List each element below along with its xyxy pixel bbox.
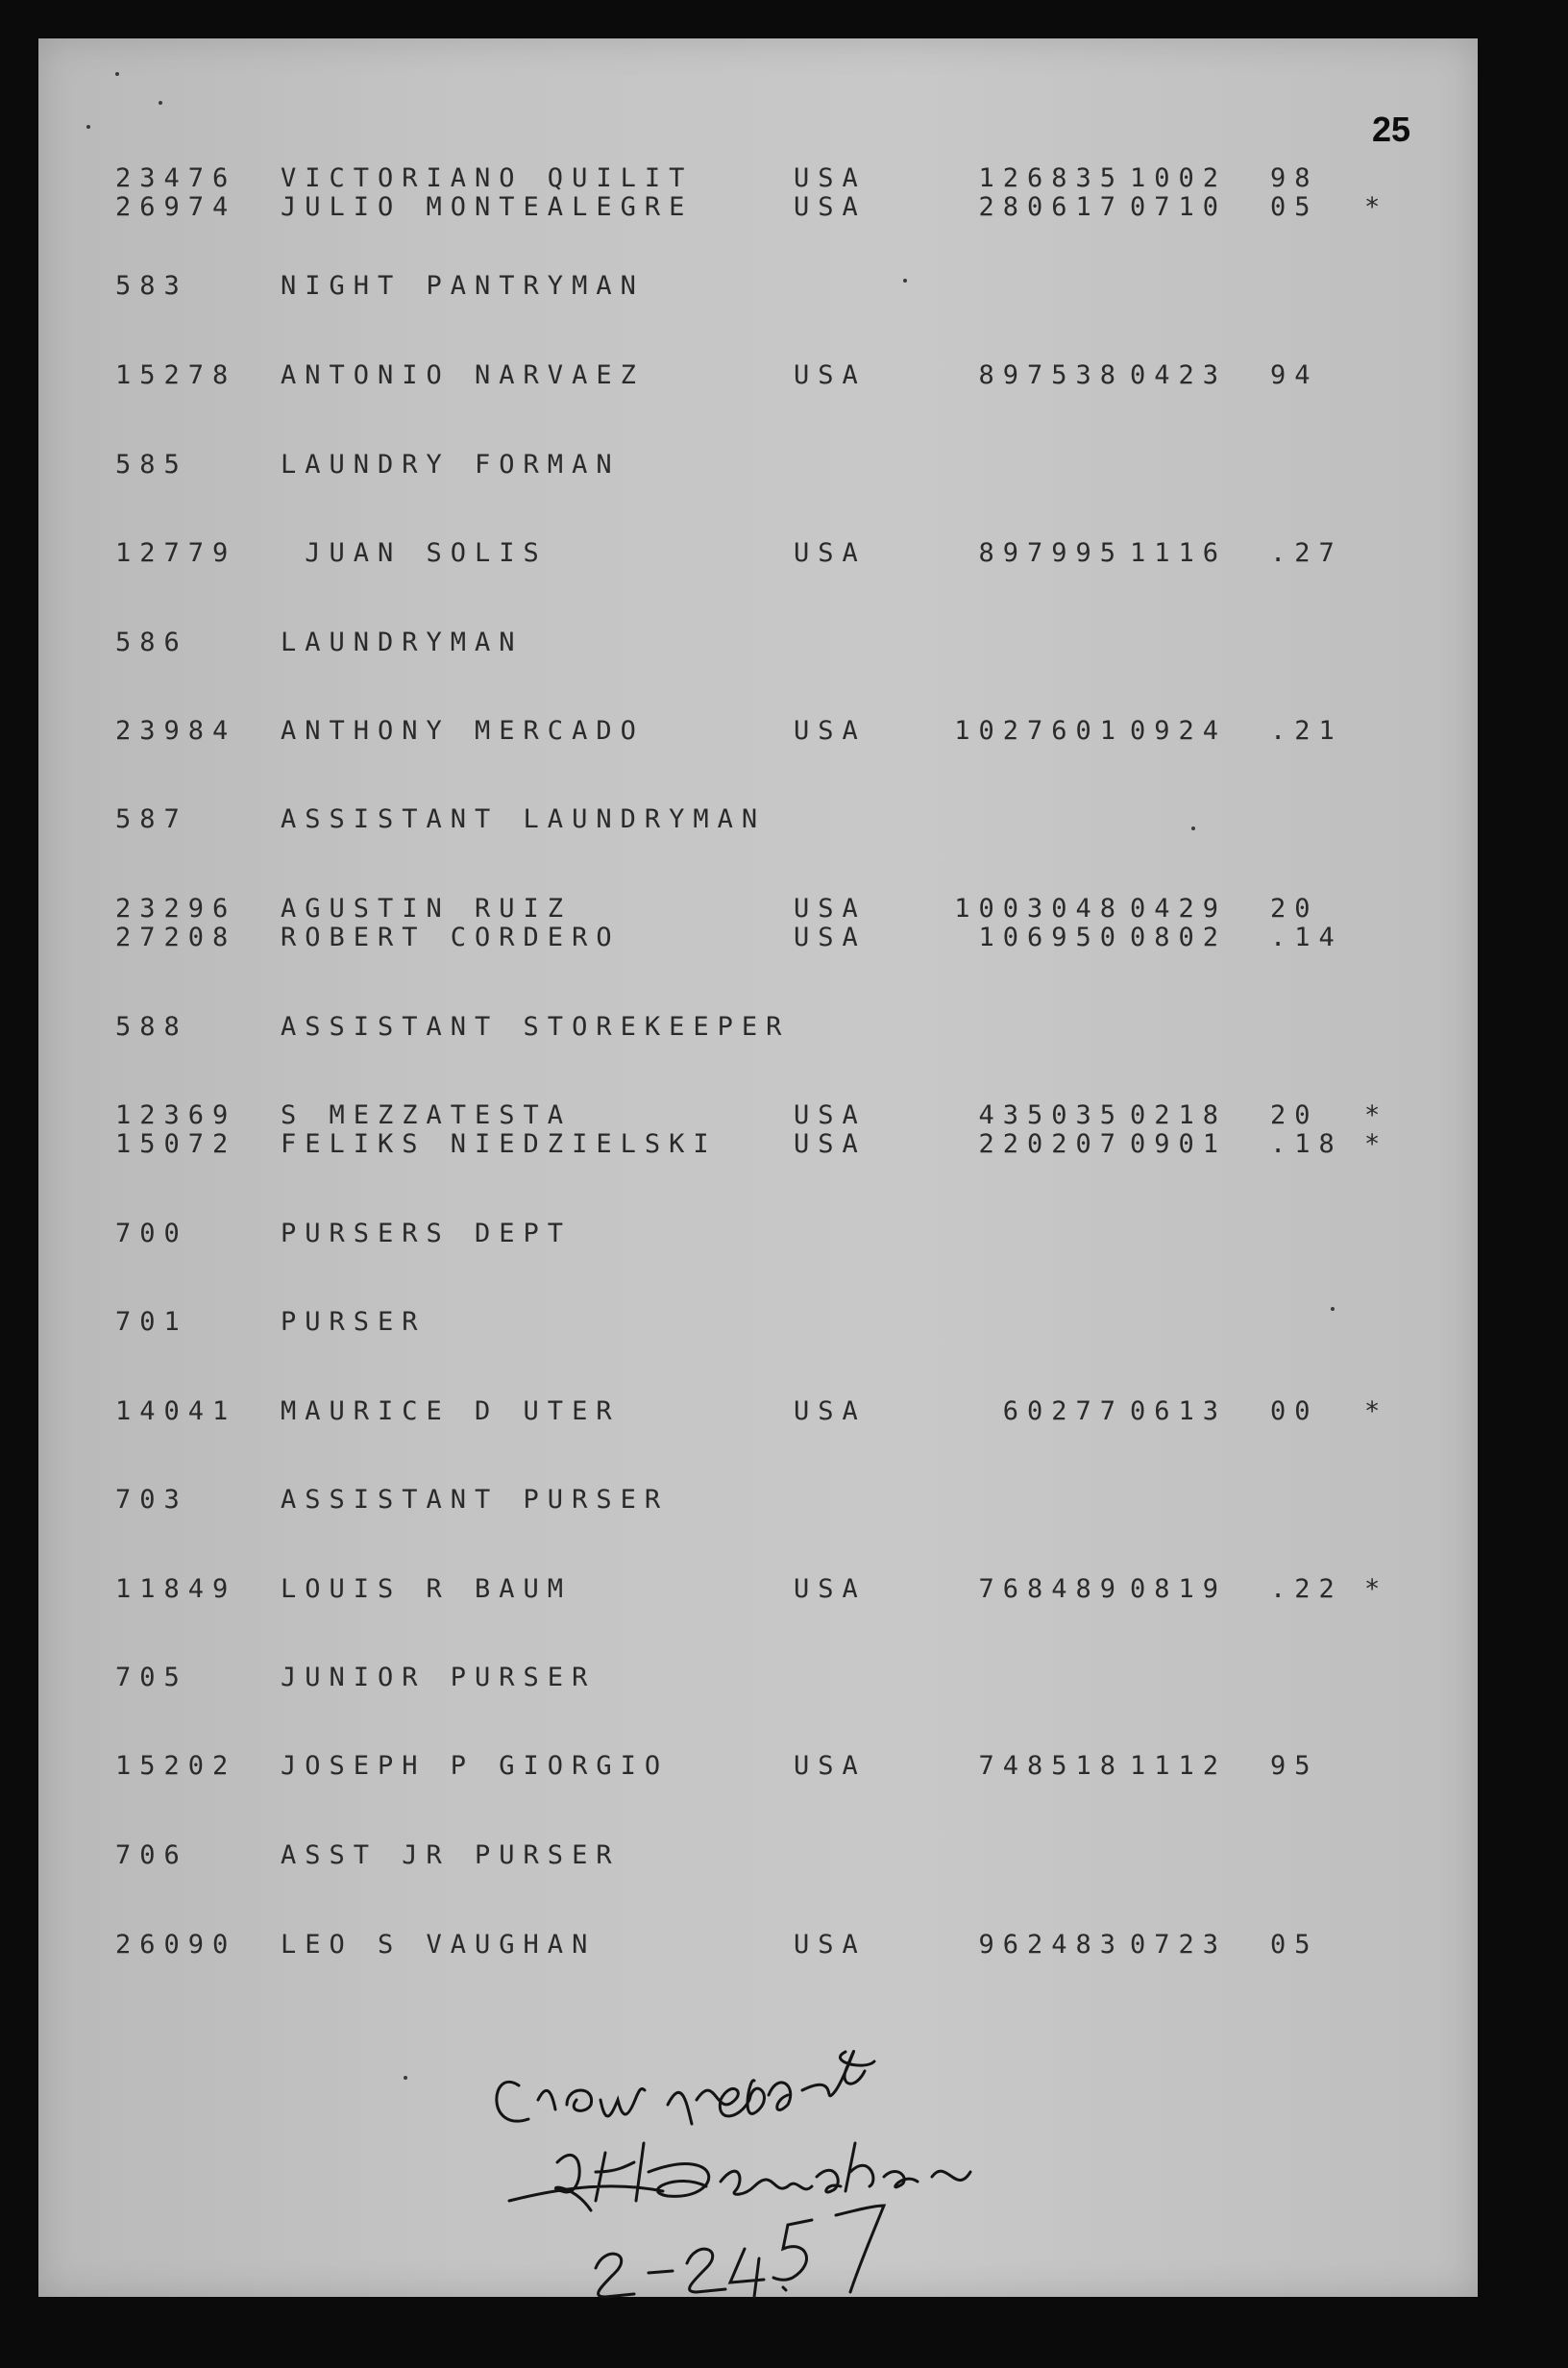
crew-row <box>38 1930 1478 1968</box>
crew-nationality: USA <box>794 538 867 568</box>
crew-row <box>38 716 1478 754</box>
crew-name: MAURICE D UTER <box>281 1396 621 1426</box>
crew-name: JULIO MONTEALEGRE <box>281 192 694 222</box>
crew-date: 0924 <box>1130 716 1228 746</box>
crew-name: FELIKS NIEDZIELSKI <box>281 1129 718 1159</box>
crew-date: 0710 <box>1130 192 1228 222</box>
crew-document-number: 106950 <box>978 923 1124 952</box>
speck <box>159 101 162 105</box>
crew-date: 0901 <box>1130 1129 1228 1159</box>
crew-date: 0802 <box>1130 923 1228 952</box>
crew-name: LOUIS R BAUM <box>281 1574 573 1604</box>
section-code: 706 <box>115 1840 188 1870</box>
crew-id: 15202 <box>115 1751 237 1781</box>
section-code: 585 <box>115 450 188 480</box>
crew-row <box>38 1396 1478 1435</box>
section-heading <box>38 628 1478 666</box>
crew-date: 0723 <box>1130 1930 1228 1960</box>
crew-document-number: 748518 <box>978 1751 1124 1781</box>
crew-days: .21 <box>1270 716 1343 746</box>
crew-nationality: USA <box>794 163 867 193</box>
crew-name: LEO S VAUGHAN <box>281 1930 597 1960</box>
crew-nationality: USA <box>794 1100 867 1130</box>
crew-id: 26974 <box>115 192 237 222</box>
crew-nationality: USA <box>794 192 867 222</box>
crew-days: 00 <box>1270 1396 1319 1426</box>
section-title: ASST JR PURSER <box>281 1840 621 1870</box>
section-heading <box>38 1307 1478 1345</box>
crew-name: ROBERT CORDERO <box>281 923 621 952</box>
section-title: ASSISTANT LAUNDRYMAN <box>281 804 767 834</box>
crew-row <box>38 360 1478 399</box>
crew-days: 05 <box>1270 1930 1319 1960</box>
crew-document-number: 435035 <box>978 1100 1124 1130</box>
crew-date: 1002 <box>1130 163 1228 193</box>
crew-document-number: 1003048 <box>954 894 1124 924</box>
crew-days: .18 <box>1270 1129 1343 1159</box>
crew-nationality: USA <box>794 360 867 390</box>
crew-row <box>38 538 1478 577</box>
crew-id: 26090 <box>115 1930 237 1960</box>
crew-nationality: USA <box>794 1930 867 1960</box>
section-heading <box>38 1663 1478 1701</box>
crew-nationality: USA <box>794 923 867 952</box>
handwritten-signature <box>480 2009 1297 2335</box>
crew-date: 0613 <box>1130 1396 1228 1426</box>
crew-id: 23296 <box>115 894 237 924</box>
crew-mark: * <box>1364 1574 1389 1604</box>
crew-nationality: USA <box>794 1574 867 1604</box>
crew-mark: * <box>1364 192 1389 222</box>
crew-mark: * <box>1364 1100 1389 1130</box>
crew-days: .14 <box>1270 923 1343 952</box>
section-heading <box>38 804 1478 843</box>
section-title: LAUNDRY FORMAN <box>281 450 621 480</box>
page-number: 25 <box>1372 110 1411 149</box>
crew-nationality: USA <box>794 1129 867 1159</box>
crew-mark: * <box>1364 1129 1389 1159</box>
document-page <box>38 38 1478 2297</box>
speck <box>1331 1307 1335 1311</box>
crew-date: 0218 <box>1130 1100 1228 1130</box>
speck <box>903 279 907 283</box>
crew-days: .22 <box>1270 1574 1343 1604</box>
section-code: 587 <box>115 804 188 834</box>
crew-date: 1116 <box>1130 538 1228 568</box>
crew-nationality: USA <box>794 716 867 746</box>
crew-name: VICTORIANO QUILIT <box>281 163 694 193</box>
crew-id: 11849 <box>115 1574 237 1604</box>
section-title: ASSISTANT PURSER <box>281 1485 670 1515</box>
crew-document-number: 962483 <box>978 1930 1124 1960</box>
crew-row <box>38 1751 1478 1789</box>
crew-document-number: 768489 <box>978 1574 1124 1604</box>
crew-id: 27208 <box>115 923 237 952</box>
section-heading <box>38 1840 1478 1879</box>
crew-name: ANTHONY MERCADO <box>281 716 645 746</box>
section-code: 701 <box>115 1307 188 1337</box>
section-title: ASSISTANT STOREKEEPER <box>281 1012 791 1042</box>
section-code: 705 <box>115 1663 188 1692</box>
crew-id: 15072 <box>115 1129 237 1159</box>
crew-name: JOSEPH P GIORGIO <box>281 1751 670 1781</box>
section-title: PURSER <box>281 1307 427 1337</box>
crew-document-number: 1027601 <box>954 716 1124 746</box>
crew-date: 0423 <box>1130 360 1228 390</box>
crew-days: 05 <box>1270 192 1319 222</box>
crew-days: 20 <box>1270 894 1319 924</box>
section-heading <box>38 271 1478 309</box>
speck <box>1191 826 1195 830</box>
crew-document-number: 126835 <box>978 163 1124 193</box>
crew-id: 23984 <box>115 716 237 746</box>
section-heading <box>38 1012 1478 1050</box>
crew-date: 0819 <box>1130 1574 1228 1604</box>
crew-document-number: 280617 <box>978 192 1124 222</box>
crew-row <box>38 1574 1478 1613</box>
section-title: JUNIOR PURSER <box>281 1663 597 1692</box>
crew-days: 20 <box>1270 1100 1319 1130</box>
crew-days: 98 <box>1270 163 1319 193</box>
crew-document-number: 897538 <box>978 360 1124 390</box>
crew-name: S MEZZATESTA <box>281 1100 573 1130</box>
crew-days: .27 <box>1270 538 1343 568</box>
section-code: 588 <box>115 1012 188 1042</box>
crew-date: 0429 <box>1130 894 1228 924</box>
crew-id: 23476 <box>115 163 237 193</box>
speck <box>86 125 90 129</box>
crew-id: 12369 <box>115 1100 237 1130</box>
section-code: 583 <box>115 271 188 301</box>
section-heading <box>38 1485 1478 1523</box>
crew-row <box>38 1129 1478 1168</box>
crew-id: 12779 <box>115 538 237 568</box>
section-heading <box>38 1219 1478 1257</box>
crew-document-number: 60277 <box>1002 1396 1124 1426</box>
crew-date: 1112 <box>1130 1751 1228 1781</box>
crew-days: 94 <box>1270 360 1319 390</box>
crew-name: JUAN SOLIS <box>281 538 548 568</box>
section-code: 700 <box>115 1219 188 1248</box>
crew-nationality: USA <box>794 1751 867 1781</box>
crew-row <box>38 192 1478 231</box>
speck <box>115 72 119 76</box>
crew-document-number: 220207 <box>978 1129 1124 1159</box>
crew-days: 95 <box>1270 1751 1319 1781</box>
crew-row <box>38 923 1478 961</box>
speck <box>404 2076 407 2080</box>
crew-nationality: USA <box>794 1396 867 1426</box>
crew-id: 14041 <box>115 1396 237 1426</box>
crew-document-number: 897995 <box>978 538 1124 568</box>
section-code: 703 <box>115 1485 188 1515</box>
section-title: LAUNDRYMAN <box>281 628 524 657</box>
crew-name: ANTONIO NARVAEZ <box>281 360 645 390</box>
crew-id: 15278 <box>115 360 237 390</box>
crew-mark: * <box>1364 1396 1389 1426</box>
section-title: PURSERS DEPT <box>281 1219 573 1248</box>
crew-name: AGUSTIN RUIZ <box>281 894 573 924</box>
section-heading <box>38 450 1478 488</box>
section-code: 586 <box>115 628 188 657</box>
crew-nationality: USA <box>794 894 867 924</box>
section-title: NIGHT PANTRYMAN <box>281 271 645 301</box>
